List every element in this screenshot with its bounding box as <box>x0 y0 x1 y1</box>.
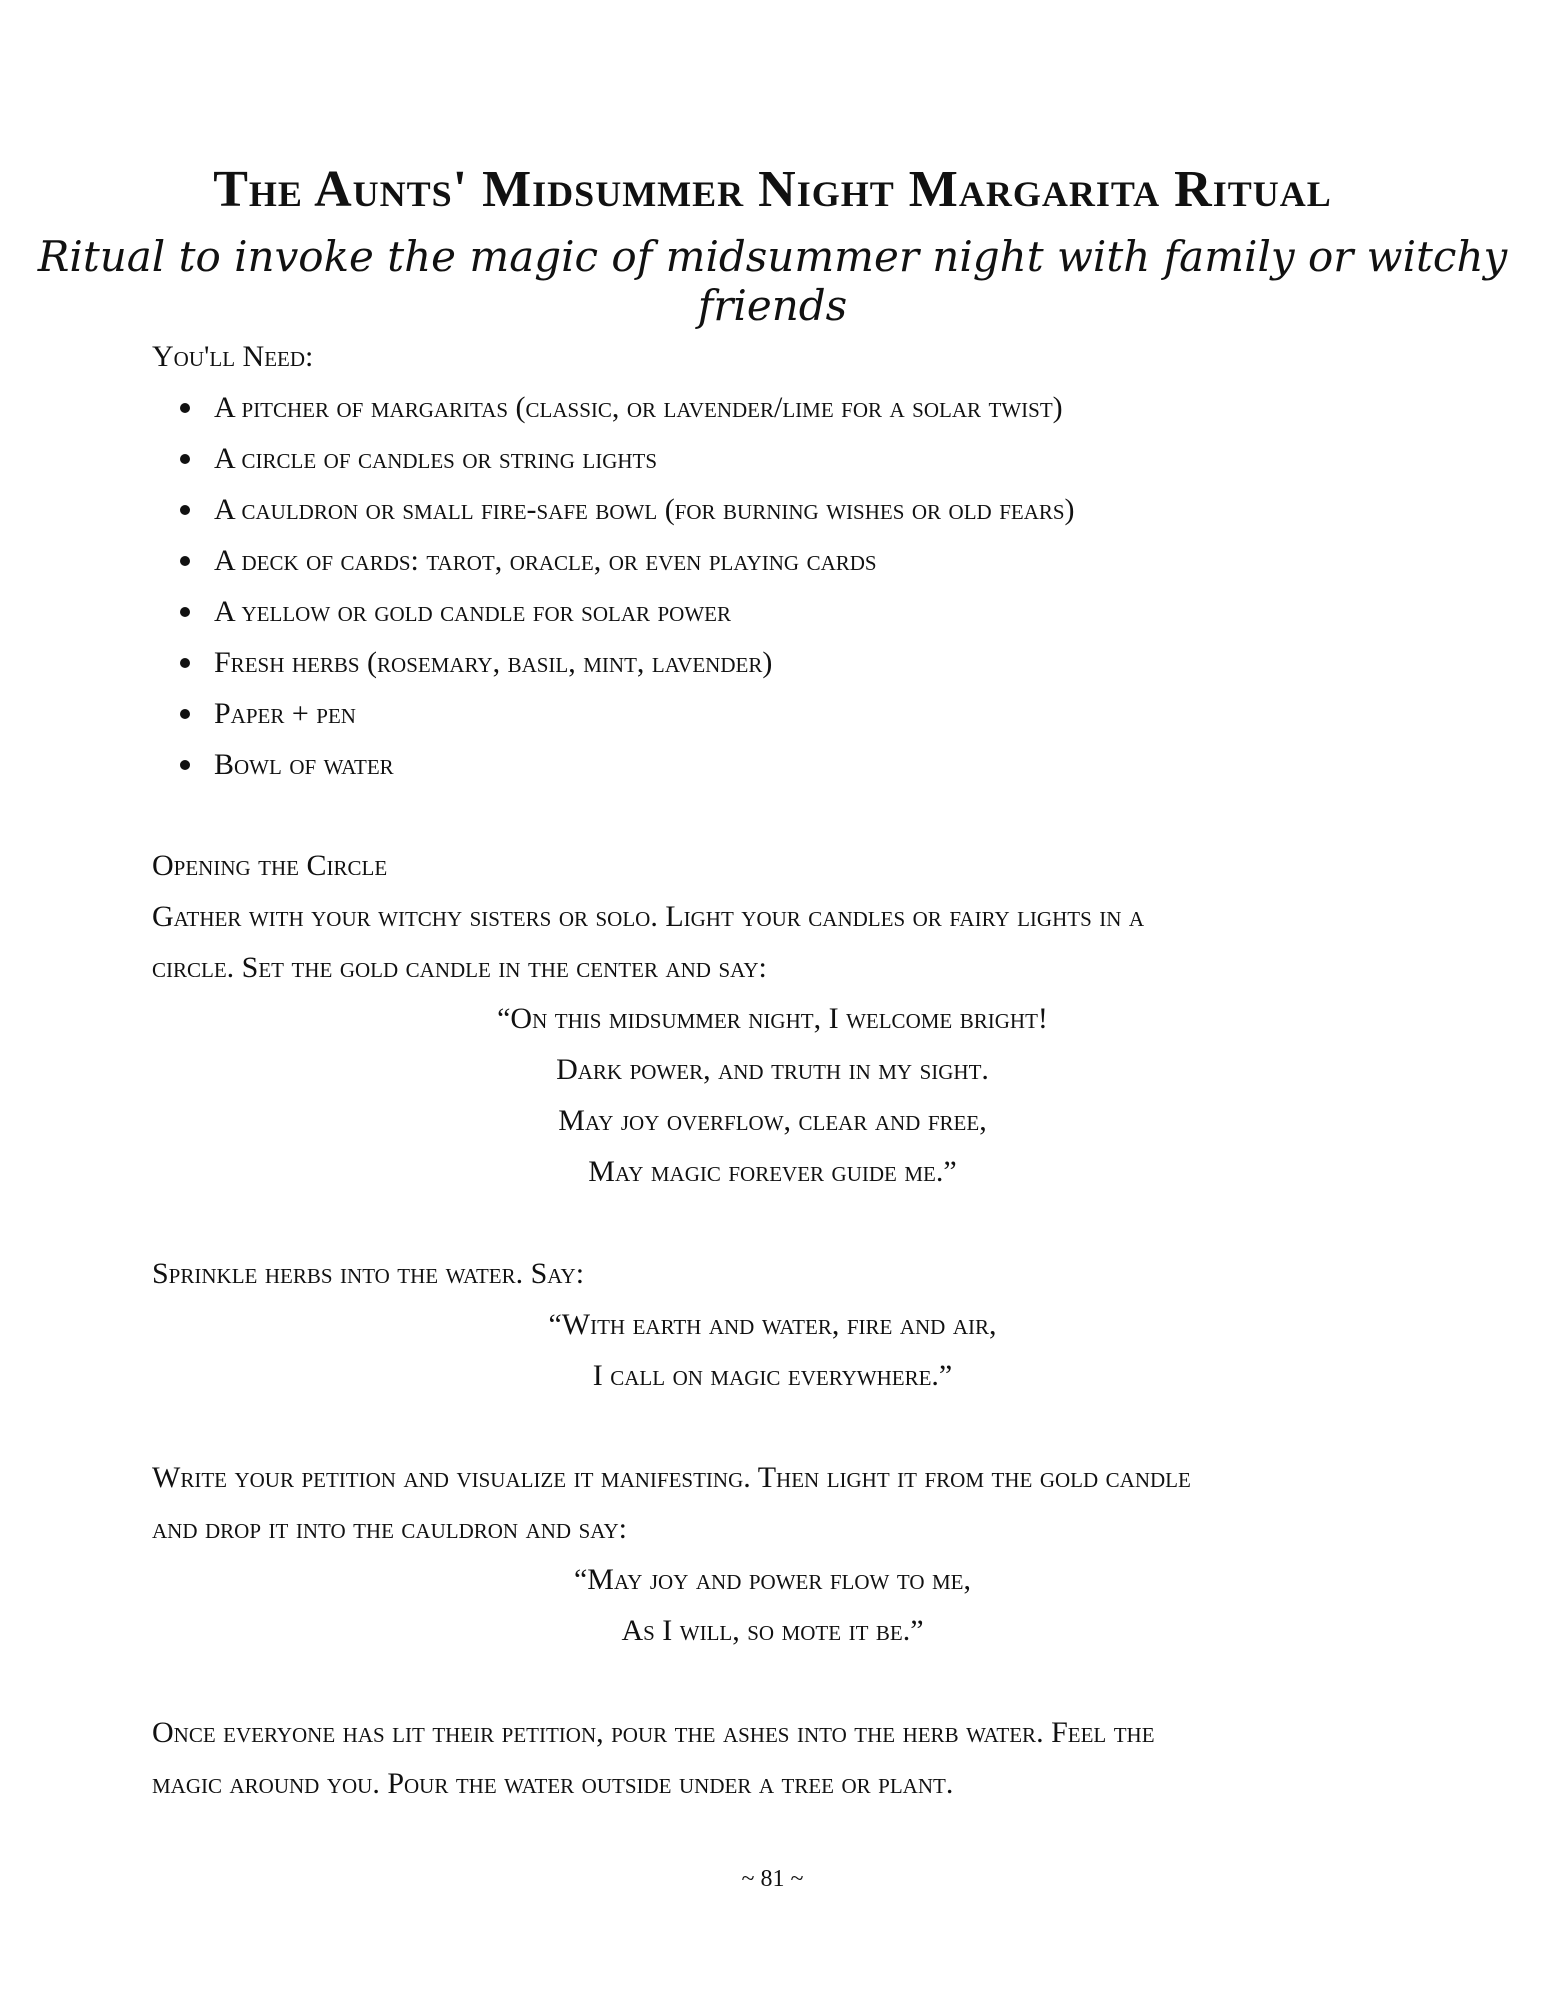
bullet-icon <box>180 760 190 770</box>
bullet-icon <box>180 505 190 515</box>
verse-line: “With earth and water, fire and air, <box>548 1308 997 1341</box>
list-item-text: A cauldron or small fire-safe bowl (for burning wishes or old fears) <box>214 493 1075 526</box>
opening-heading: Opening the Circle <box>152 849 388 882</box>
verse-line: May magic forever guide me.” <box>588 1155 957 1188</box>
list-item-text: Paper + pen <box>214 697 356 730</box>
verse-line: May joy overflow, clear and free, <box>558 1104 987 1137</box>
opening-verse <box>0 993 1545 1197</box>
list-item <box>214 433 1075 484</box>
opening-section <box>152 840 1402 993</box>
list-item <box>214 637 1075 688</box>
petition-instruction-line: and drop it into the cauldron and say: <box>152 1512 628 1545</box>
verse-line: “On this midsummer night, I welcome bright! <box>497 1002 1048 1035</box>
bullet-icon <box>180 454 190 464</box>
list-item <box>214 535 1075 586</box>
bullet-icon <box>180 556 190 566</box>
petition-instruction <box>152 1452 1402 1554</box>
list-item-text: A circle of candles or string lights <box>214 442 658 475</box>
verse-line: Dark power, and truth in my sight. <box>556 1053 989 1086</box>
page-subtitle: Ritual to invoke the magic of midsummer night with family or witchy friends <box>37 232 1508 330</box>
page-number: ~ 81 ~ <box>741 1866 804 1892</box>
bullet-icon <box>180 658 190 668</box>
page-title: The Aunts' Midsummer Night Margarita Ritual <box>213 161 1332 218</box>
verse-line: I call on magic everywhere.” <box>592 1359 953 1392</box>
verse-line: “May joy and power flow to me, <box>573 1563 971 1596</box>
herbs-instruction <box>152 1248 1402 1299</box>
closing-paragraph <box>152 1707 1402 1809</box>
list-item-text: Fresh herbs (rosemary, basil, mint, lavender) <box>214 646 773 679</box>
list-item <box>214 739 1075 790</box>
closing-line: Once everyone has lit their petition, pour the ashes into the herb water. Feel the <box>152 1716 1155 1749</box>
opening-instruction-line: Gather with your witchy sisters or solo. Light your candles or fairy lights in a <box>152 900 1145 933</box>
list-item <box>214 586 1075 637</box>
herbs-verse <box>0 1299 1545 1401</box>
opening-instruction-line: circle. Set the gold candle in the center and say: <box>152 951 767 984</box>
list-item <box>214 382 1075 433</box>
bullet-icon <box>180 403 190 413</box>
list-item-text: A deck of cards: tarot, oracle, or even playing cards <box>214 544 877 577</box>
list-item-text: A pitcher of margaritas (classic, or lavender/lime for a solar twist) <box>214 391 1063 424</box>
list-item-text: A yellow or gold candle for solar power <box>214 595 731 628</box>
herbs-instruction-line: Sprinkle herbs into the water. Say: <box>152 1257 585 1290</box>
list-item-text: Bowl of water <box>214 748 394 781</box>
list-item <box>214 484 1075 535</box>
needs-heading: You'll Need: <box>152 340 314 373</box>
closing-line: magic around you. Pour the water outside under a tree or plant. <box>152 1767 954 1800</box>
needs-list <box>152 382 1075 790</box>
petition-verse <box>0 1554 1545 1656</box>
petition-instruction-line: Write your petition and visualize it manifesting. Then light it from the gold candle <box>152 1461 1191 1494</box>
list-item <box>214 688 1075 739</box>
bullet-icon <box>180 709 190 719</box>
bullet-icon <box>180 607 190 617</box>
verse-line: As I will, so mote it be.” <box>621 1614 924 1647</box>
